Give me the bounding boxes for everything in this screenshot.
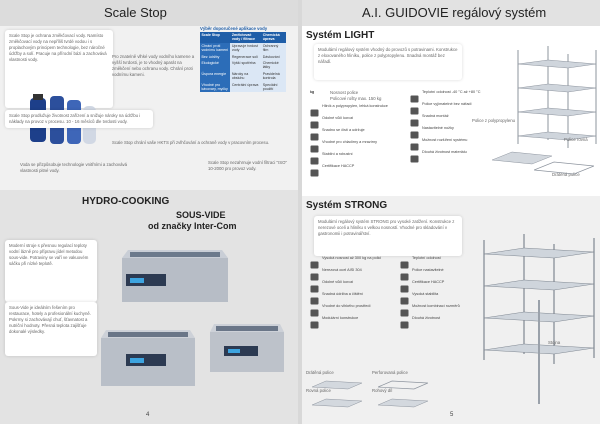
light-load: Nosnost police Policové rošty max. 150 kg bbox=[330, 90, 382, 101]
table-row bbox=[200, 43, 286, 54]
page-number-right: 5 bbox=[450, 412, 454, 418]
feature-text: Police vyjímatelné bez nářadí bbox=[422, 102, 472, 106]
feature-item bbox=[400, 268, 476, 276]
feature-item bbox=[400, 256, 476, 264]
hydro-text2: Sous-Vide je ideálním řešením pro restaurace, hotely a profesionální kuchyně. Pokrmy si zachovávají chuť, šťavnatost a nutriční hodnoty. Přesná teplota zajišťuje dokonalé výsledky. bbox=[5, 302, 97, 356]
feature-text: Dlouhá životnost materiálu bbox=[422, 150, 467, 154]
feature-text: Odolné vůči korozi bbox=[322, 116, 354, 120]
right-page bbox=[302, 0, 600, 424]
strong-label-b: Perforovaná police bbox=[372, 370, 408, 375]
scale-stop-bottom-left: Scale Stop prodlužuje životnost zařízení a snižuje nároky na údržbu i náklady na provoz v procesu. 10 - 16 měsíců dle tvrdosti vody. bbox=[5, 110, 153, 128]
feature-item bbox=[310, 164, 406, 172]
table-cell: Scale Stop bbox=[200, 32, 230, 43]
feature-item bbox=[310, 152, 406, 160]
light-intro: Modulární regálový systém vhodný do provozů s potravinami. Konstrukce z eloxovaného hliníku, police z polypropylenu. Snadná montáž bez nářadí. bbox=[314, 44, 462, 80]
feature-icon bbox=[310, 256, 319, 264]
page-number-left: 4 bbox=[146, 412, 150, 418]
table-cell: Dávkování bbox=[261, 54, 286, 60]
feature-item bbox=[410, 90, 502, 98]
table-cell: Ekologické bbox=[200, 60, 230, 71]
guidovie-title: A.I. GUIDOVIE regálový systém bbox=[362, 5, 547, 20]
light-label-shelf2: Police rovná bbox=[564, 137, 588, 142]
table-cell: Regenerace solí bbox=[230, 54, 261, 60]
feature-text: Dlouhá životnost bbox=[412, 316, 441, 320]
feature-icon bbox=[400, 280, 409, 288]
table-cell: Centrální úprava bbox=[230, 82, 261, 93]
feature-text: Teplotní odolnost -40 °C až +80 °C bbox=[422, 90, 481, 94]
feature-icon bbox=[400, 256, 409, 264]
feature-icon bbox=[310, 164, 319, 172]
feature-text: Snadná údržba a čištění bbox=[322, 292, 363, 296]
feature-icon bbox=[410, 150, 419, 158]
feature-text: Certifikace HACCP bbox=[412, 280, 445, 284]
table-cell: Speciální použití bbox=[261, 82, 286, 93]
table-cell: Vhodné pro kávovary, myčky bbox=[200, 82, 230, 93]
feature-item bbox=[310, 292, 400, 300]
scale-stop-title: Scale Stop bbox=[104, 5, 167, 20]
sous-vide-brand: od značky Inter-Com bbox=[148, 221, 237, 231]
strong-label-d: Rohový díl bbox=[372, 388, 393, 393]
table-cell: Upravuje tvrdost vody bbox=[230, 43, 261, 54]
feature-item bbox=[400, 280, 476, 288]
feature-icon bbox=[310, 152, 319, 160]
sous-vide-title: SOUS-VIDE bbox=[176, 210, 226, 220]
table-cell: Chemické látky bbox=[261, 60, 286, 71]
sous-vide-machine-large-image bbox=[120, 236, 230, 306]
light-title: Systém LIGHT bbox=[306, 30, 375, 41]
strong-piece-1 bbox=[312, 378, 362, 390]
scale-stop-banner bbox=[0, 0, 298, 26]
strong-upright bbox=[538, 300, 540, 404]
strong-piece-3 bbox=[312, 396, 362, 408]
feature-text: Nerezová ocel AISI 304 bbox=[322, 268, 362, 272]
feature-icon bbox=[410, 90, 419, 98]
table-row bbox=[200, 82, 286, 93]
hydro-title: HYDRO-COOKING bbox=[82, 196, 170, 207]
light-shelf-image bbox=[508, 44, 600, 164]
feature-item bbox=[310, 316, 400, 324]
strong-label-a: Drátěná police bbox=[306, 370, 334, 375]
feature-icon bbox=[410, 138, 419, 146]
feature-item bbox=[410, 126, 502, 134]
feature-icon bbox=[400, 268, 409, 276]
feature-item bbox=[310, 104, 406, 112]
table-cell: Pravidelná kontrola bbox=[261, 71, 286, 82]
feature-icon bbox=[310, 104, 319, 112]
light-label-shelf3: Drátěná police bbox=[552, 172, 580, 177]
table-cell: Ochranný film bbox=[261, 43, 286, 54]
feature-text: Modulární konstrukce bbox=[322, 316, 359, 320]
feature-icon bbox=[400, 304, 409, 312]
feature-text: Možnost kombinací rozměrů bbox=[412, 304, 460, 308]
feature-icon bbox=[310, 116, 319, 124]
feature-icon bbox=[410, 114, 419, 122]
table-row bbox=[200, 32, 286, 43]
table-cell: Chemická úprava bbox=[261, 32, 286, 43]
table-cell: Bez údržby bbox=[200, 54, 230, 60]
guidovie-banner bbox=[302, 0, 600, 26]
load-icon: kg bbox=[310, 90, 315, 94]
table-cell: Vyšší spotřeba bbox=[230, 60, 261, 71]
feature-icon bbox=[310, 140, 319, 148]
feature-item bbox=[310, 116, 406, 124]
feature-item bbox=[310, 140, 406, 148]
hydro-text1: Moderní stroje s přesnou regulací teploty vodní lázně pro přípravu jídel metodou sous-vide. Potraviny se vaří ve vakuovém sáčku při nízké teplotě. bbox=[5, 240, 97, 302]
feature-item bbox=[310, 280, 400, 288]
feature-text: Teplotní odolnost bbox=[412, 256, 441, 260]
strong-intro: Modulární regálový systém STRONG pro vysoké zatížení. Konstrukce z nerezové oceli a hliníku s velkou nosností. Vhodné pro skladování v gastronomii i potravinářství. bbox=[314, 216, 462, 256]
feature-text: Vysoká stabilita bbox=[412, 292, 439, 296]
feature-item bbox=[400, 316, 476, 324]
feature-item bbox=[310, 128, 406, 136]
feature-text: Vysoká nosnost až 300 kg na polici bbox=[322, 256, 382, 260]
table-row bbox=[200, 71, 286, 82]
feature-item bbox=[400, 304, 476, 312]
feature-text: Nastavitelné nožky bbox=[422, 126, 454, 130]
scale-stop-bottom-right: Scale Stop nezahrnuje vodní filtraci "ISO" 10-2000 pro provoz vody. bbox=[208, 160, 288, 171]
feature-text: Certifikace HACCP bbox=[322, 164, 355, 168]
feature-icon bbox=[410, 102, 419, 110]
strong-title: Systém STRONG bbox=[306, 200, 388, 211]
feature-text: Snadno se čistí a udržuje bbox=[322, 128, 365, 132]
shelf-piece-2 bbox=[534, 160, 594, 178]
strong-piece-2 bbox=[378, 378, 428, 390]
feature-icon bbox=[310, 292, 319, 300]
scale-stop-bottom-left2: Voda se přizpůsobuje technologie vnitřními a zachovává vlastnosti pitné vody. bbox=[20, 162, 128, 173]
feature-icon bbox=[310, 280, 319, 288]
feature-icon bbox=[400, 292, 409, 300]
left-page bbox=[0, 0, 298, 424]
feature-text: Police nastavitelné bbox=[412, 268, 444, 272]
strong-label-c: Rovná police bbox=[306, 388, 331, 393]
sous-vide-machine-small-image bbox=[210, 316, 284, 376]
feature-text: Snadná montáž bbox=[422, 114, 449, 118]
feature-item bbox=[310, 304, 400, 312]
strong-label-e: Stojna bbox=[548, 340, 561, 345]
feature-text: Možnost rozšíření systému bbox=[422, 138, 468, 142]
feature-text: Stabilní a robustní bbox=[322, 152, 353, 156]
scale-stop-middle-text: Pro znatelně vlhké vody vodního kamene a vyšší tvrdosti, je to vhodný aparát na změkčení nebo ochranu vody. Chrání proti vodnímu kameni. bbox=[112, 54, 195, 77]
feature-text: Vhodné do vlhkého prostředí bbox=[322, 304, 371, 308]
scale-stop-side-note: Scale Stop chrání vaše HKTS při zvlhčování a ochraně vody v pracovním procesu. bbox=[112, 140, 270, 145]
feature-item bbox=[410, 138, 502, 146]
feature-icon bbox=[310, 128, 319, 136]
table-cell: Chrání proti vodnímu kameni bbox=[200, 43, 230, 54]
feature-icon bbox=[310, 316, 319, 324]
table-cell: Nároky na obsluhu bbox=[230, 71, 261, 82]
light-label-shelf1: Police z polypropylenu bbox=[472, 118, 515, 123]
table-row bbox=[200, 60, 286, 71]
feature-item bbox=[400, 292, 476, 300]
feature-text: Vhodné pro chladírny a mrazírny bbox=[322, 140, 378, 144]
feature-icon bbox=[310, 268, 319, 276]
comparison-table bbox=[200, 32, 286, 92]
scale-stop-intro: Scale Stop je ochrana změkčovací vody. Namísto změkčovací vody na nepříliš tvrdé vodou i s proplachovým principem technologie, bez náročné údržby a solí. Pracuje na přírodní bázi a zachovává vlastnosti vody. bbox=[5, 30, 113, 108]
feature-icon bbox=[400, 316, 409, 324]
feature-icon bbox=[310, 304, 319, 312]
table-cell: Změkčovač vody / filtrace bbox=[230, 32, 261, 43]
table-caption: Výběr doporučené aplikace vody bbox=[200, 26, 268, 31]
feature-item bbox=[410, 102, 502, 110]
feature-item bbox=[310, 268, 400, 276]
feature-text: Odolné vůči korozi bbox=[322, 280, 354, 284]
feature-item bbox=[410, 150, 502, 158]
sous-vide-machine-medium-image bbox=[100, 320, 196, 390]
feature-item bbox=[310, 256, 400, 264]
feature-icon bbox=[410, 126, 419, 134]
table-cell: Úspora energie bbox=[200, 71, 230, 82]
strong-piece-4 bbox=[378, 396, 428, 408]
feature-text: Hliník a polypropylen, lehká konstrukce bbox=[322, 104, 388, 108]
strong-shelf-image bbox=[474, 230, 600, 380]
